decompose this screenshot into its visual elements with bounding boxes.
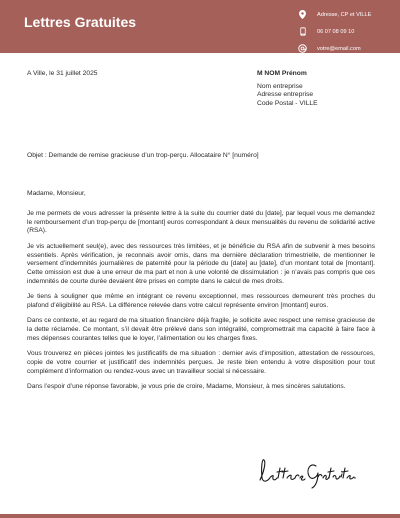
- body-paragraph: Dans l’espoir d’une réponse favorable, je vous prie de croire, Madame, Monsieur, à mes sincères salutations.: [27, 383, 346, 391]
- recipient-block: [257, 70, 318, 108]
- address-text: Adresse, CP et VILLE: [317, 11, 372, 18]
- location-pin-icon: [296, 10, 309, 19]
- recipient-name: M NOM Prénom: [257, 70, 307, 77]
- phone-icon: [296, 27, 309, 36]
- footer-bar: [0, 514, 400, 518]
- contact-phone: [296, 23, 371, 40]
- at-sign-icon: [296, 44, 309, 53]
- contact-list: [296, 6, 371, 57]
- salutation: Madame, Monsieur,: [27, 190, 86, 197]
- contact-email: [296, 40, 371, 57]
- place-date: A Ville, le 31 juillet 2025: [27, 70, 98, 77]
- recipient-address: Adresse entreprise: [257, 91, 314, 99]
- email-text: votre@email.com: [317, 45, 361, 52]
- letter-body: [27, 210, 375, 399]
- body-paragraph: Je vis actuellement seul(e), avec des ressources très limitées, et je bénéficie du RSA afin de subvenir à mes besoins essentiels. Après vérification, je reconnais avoir omis, dans ma dernière déclaration trimestrielle, de mentionner le versement d’indemnités journalières de paternité pour la période du [date] au [date], d’un montant total de [montant]. Cette omission est due à une erreur de ma part et non à une volonté de dissimulation : je n’avais pas compris que ces indemnités de courte durée devaient être prises en compte dans le calcul de mes droits.: [27, 242, 375, 285]
- recipient-postal: Code Postal - VILLE: [257, 99, 318, 107]
- phone-text: 06 07 08 09 10: [317, 28, 355, 35]
- contact-address: [296, 6, 371, 23]
- recipient-company: Nom entreprise: [257, 82, 303, 90]
- header-banner: [0, 0, 400, 53]
- brand-title: Lettres Gratuites: [24, 14, 137, 30]
- body-paragraph: Je tiens à souligner que même en intégrant ce revenu exceptionnel, mes ressources demeurent très proches du plafond d’éligibilité au RSA. La différence relevée dans votre calcul représente environ [montant] euros.: [27, 293, 375, 309]
- body-paragraph: Je me permets de vous adresser la présente lettre à la suite du courrier daté du [date], par lequel vous me demandez le remboursement d’un trop-perçu de [montant] euros correspondant à deux mensualités du revenu de solidarité active (RSA).: [27, 210, 375, 235]
- handwritten-signature: [256, 452, 356, 497]
- letter-subject: Objet : Demande de remise gracieuse d’un trop-perçu. Allocataire N° [numéro]: [27, 152, 259, 159]
- body-paragraph: Dans ce contexte, et au regard de ma situation financière déjà fragile, je sollicite avec respect une remise gracieuse de la dette réclamée. Ce montant, s’il devait être prélevé dans son intégralité, compromettrait ma capacité à faire face à mes dépenses courantes telles que le loyer, l’alimentation ou les charges fixes.: [27, 317, 375, 342]
- body-paragraph: Vous trouverez en pièces jointes les justificatifs de ma situation : dernier avis d’imposition, attestation de ressources, copie de votre courrier et justificatif des indemnités perçues. Je reste bien entendu à votre disposition pour tout complément d’information ou rendez-vous avec un travailleur social si nécessaire.: [27, 350, 375, 375]
